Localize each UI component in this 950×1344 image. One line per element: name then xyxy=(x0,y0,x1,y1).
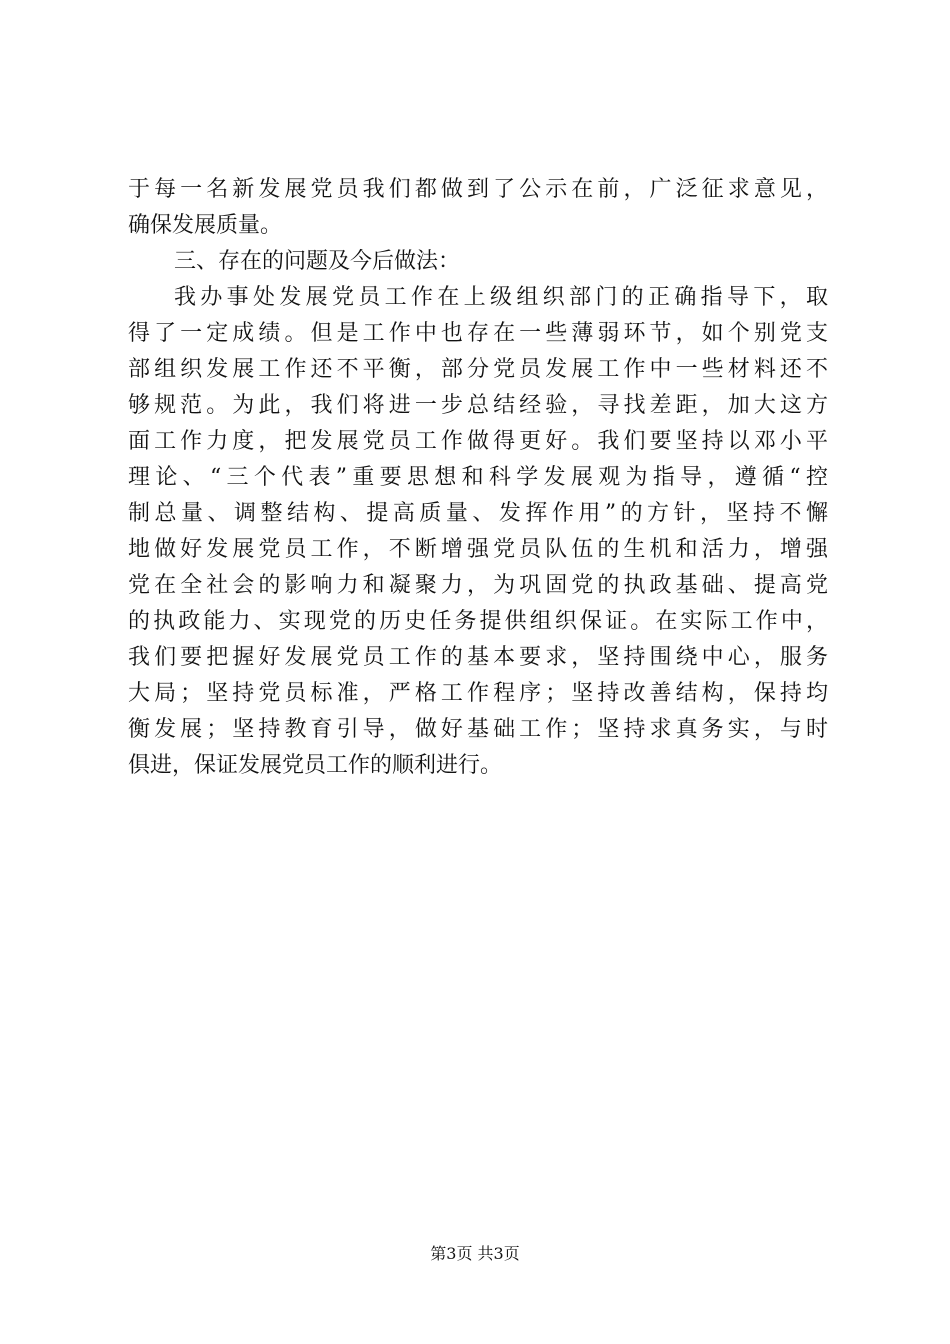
text-line: 我们要把握好发展党员工作的基本要求，坚持围绕中心，服务 xyxy=(128,645,828,670)
page-footer xyxy=(0,1244,950,1264)
text-line: 衡发展；坚持教育引导，做好基础工作；坚持求真务实，与时 xyxy=(128,717,828,742)
text-line: 制总量、调整结构、提高质量、发挥作用”的方针，坚持不懈 xyxy=(128,501,828,526)
text-line: 党在全社会的影响力和凝聚力，为巩固党的执政基础、提高党 xyxy=(128,573,828,598)
document-body xyxy=(128,172,828,784)
page-number: 第3页 共3页 xyxy=(430,1244,520,1263)
text-line: 的执政能力、实现党的历史任务提供组织保证。在实际工作中， xyxy=(128,609,828,634)
text-line: 理论、“三个代表”重要思想和科学发展观为指导，遵循“控 xyxy=(128,465,828,490)
section-heading: 三、存在的问题及今后做法： xyxy=(174,249,461,274)
text-line: 地做好发展党员工作，不断增强党员队伍的生机和活力，增强 xyxy=(128,537,828,562)
text-line: 部组织发展工作还不平衡，部分党员发展工作中一些材料还不 xyxy=(128,357,828,382)
text-line: 于每一名新发展党员我们都做到了公示在前，广泛征求意见， xyxy=(128,177,828,202)
text-line: 确保发展质量。 xyxy=(128,213,283,238)
text-line: 俱进，保证发展党员工作的顺利进行。 xyxy=(128,753,503,778)
text-line: 我办事处发展党员工作在上级组织部门的正确指导下，取 xyxy=(174,285,828,310)
text-line: 够规范。为此，我们将进一步总结经验，寻找差距，加大这方 xyxy=(128,393,828,418)
text-line: 得了一定成绩。但是工作中也存在一些薄弱环节，如个别党支 xyxy=(128,321,828,346)
text-line: 面工作力度，把发展党员工作做得更好。我们要坚持以邓小平 xyxy=(128,429,828,454)
text-line: 大局；坚持党员标准，严格工作程序；坚持改善结构，保持均 xyxy=(128,681,828,706)
